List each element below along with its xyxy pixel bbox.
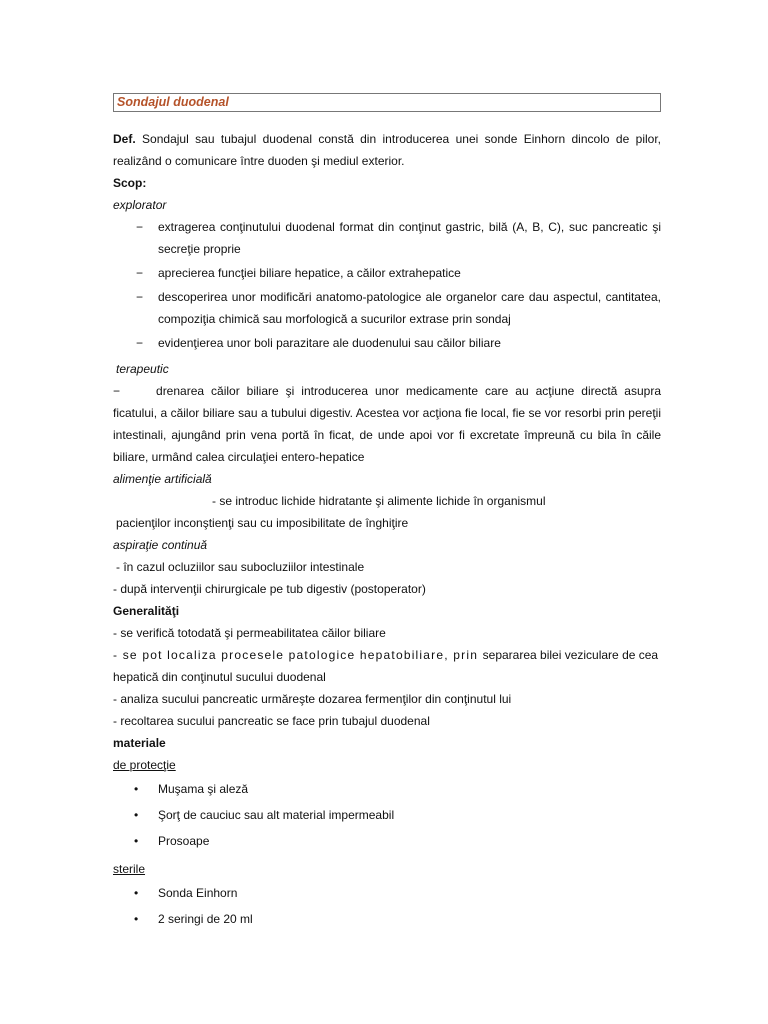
protectie-list [113, 778, 661, 856]
section-title: Sondajul duodenal [113, 93, 661, 112]
list-item [113, 332, 661, 354]
dash-marker: − [136, 220, 144, 234]
list-item-text: Şorţ de cauciuc sau alt material impermeabil [158, 808, 395, 822]
explorator-label: explorator [113, 198, 167, 212]
protectie-label: de protecţie [113, 758, 176, 772]
list-item [113, 216, 661, 260]
alimentatie-line-2: pacienţilor inconştienţi sau cu imposibilitate de înghiţire [116, 516, 409, 530]
generalitati-line-2b: separarea bilei veziculare de cea hepatică din conţinutul sucului duodenal [113, 648, 659, 684]
terapeutic-label: terapeutic [116, 362, 169, 376]
list-item [113, 908, 661, 934]
bullet-marker: • [134, 834, 139, 848]
list-item-text: aprecierea funcţiei biliare hepatice, a căilor extrahepatice [158, 266, 461, 280]
terapeutic-paragraph [113, 380, 661, 468]
bullet-marker: • [134, 886, 139, 900]
generalitati-line-2 [113, 644, 661, 688]
sterile-list [113, 882, 661, 934]
list-item-text: Sonda Einhorn [158, 886, 238, 900]
definition-paragraph [113, 128, 661, 172]
bullet-marker: • [134, 912, 139, 926]
materiale-heading: materiale [113, 736, 166, 750]
list-item [113, 804, 661, 830]
list-item-text: evidenţierea unor boli parazitare ale duodenului sau căilor biliare [158, 336, 501, 350]
dash-marker: − [136, 336, 144, 350]
alimentatie-label: alimenţie artificială [113, 472, 212, 486]
list-item-text: 2 seringi de 20 ml [158, 912, 253, 926]
dash-marker: − [136, 290, 144, 304]
generalitati-line-2a: - se pot localiza procesele patologice hepatobiliare, prin [113, 648, 483, 662]
list-item [113, 830, 661, 856]
generalitati-line-1: - se verifică totodată şi permeabilitatea căilor biliare [113, 626, 386, 640]
list-item-text: Muşama şi aleză [158, 782, 249, 796]
definition-label: Def. [113, 132, 136, 146]
list-item-text: extragerea conţinutului duodenal format din conţinut gastric, bilă (A, B, C), suc pancreatic şi secreţie proprie [158, 220, 661, 256]
generalitati-line-4: - recoltarea sucului pancreatic se face prin tubajul duodenal [113, 714, 430, 728]
generalitati-heading: Generalităţi [113, 604, 180, 618]
bullet-marker: • [134, 808, 139, 822]
list-item-text: Prosoape [158, 834, 210, 848]
list-item [113, 882, 661, 908]
sterile-label: sterile [113, 862, 146, 876]
scop-heading: Scop: [113, 176, 147, 190]
list-item [113, 286, 661, 330]
definition-text: Sondajul sau tubajul duodenal constă din introducerea unei sonde Einhorn dincolo de pilor, realizând o comunicare între duoden şi mediul exterior. [113, 132, 661, 168]
aspiratie-label: aspiraţie continuă [113, 538, 208, 552]
aspiratie-line-1: - în cazul ocluziilor sau subocluziilor intestinale [116, 560, 365, 574]
terapeutic-text: drenarea căilor biliare şi introducerea unor medicamente care au acţiune directă asupra ficatului, a căilor biliare sau a tubului digestiv. Acestea vor acţiona fie local, fie se vor resorbi prin pereţii intestinali, ajungând prin vena portă în ficat, de unde apoi vor fi excretate împreună cu bila în căile biliare, urmând calea circulaţiei entero-hepatice [113, 384, 661, 464]
list-item [113, 262, 661, 284]
list-item [113, 778, 661, 804]
alimentatie-line-1: - se introduc lichide hidratante şi alimente lichide în organismul [212, 494, 546, 508]
aspiratie-line-2: - după intervenţii chirurgicale pe tub digestiv (postoperator) [113, 582, 426, 596]
dash-marker: − [136, 266, 144, 280]
explorator-list [113, 216, 661, 354]
bullet-marker: • [134, 782, 139, 796]
dash-marker: − [113, 384, 121, 398]
document-page [113, 93, 661, 934]
list-item-text: descoperirea unor modificări anatomo-patologice ale organelor care dau aspectul, cantitatea, compoziţia chimică sau morfologică a sucurilor extrase prin sondaj [158, 290, 661, 326]
generalitati-line-3: - analiza sucului pancreatic urmăreşte dozarea fermenţilor din conţinutul lui [113, 692, 512, 706]
